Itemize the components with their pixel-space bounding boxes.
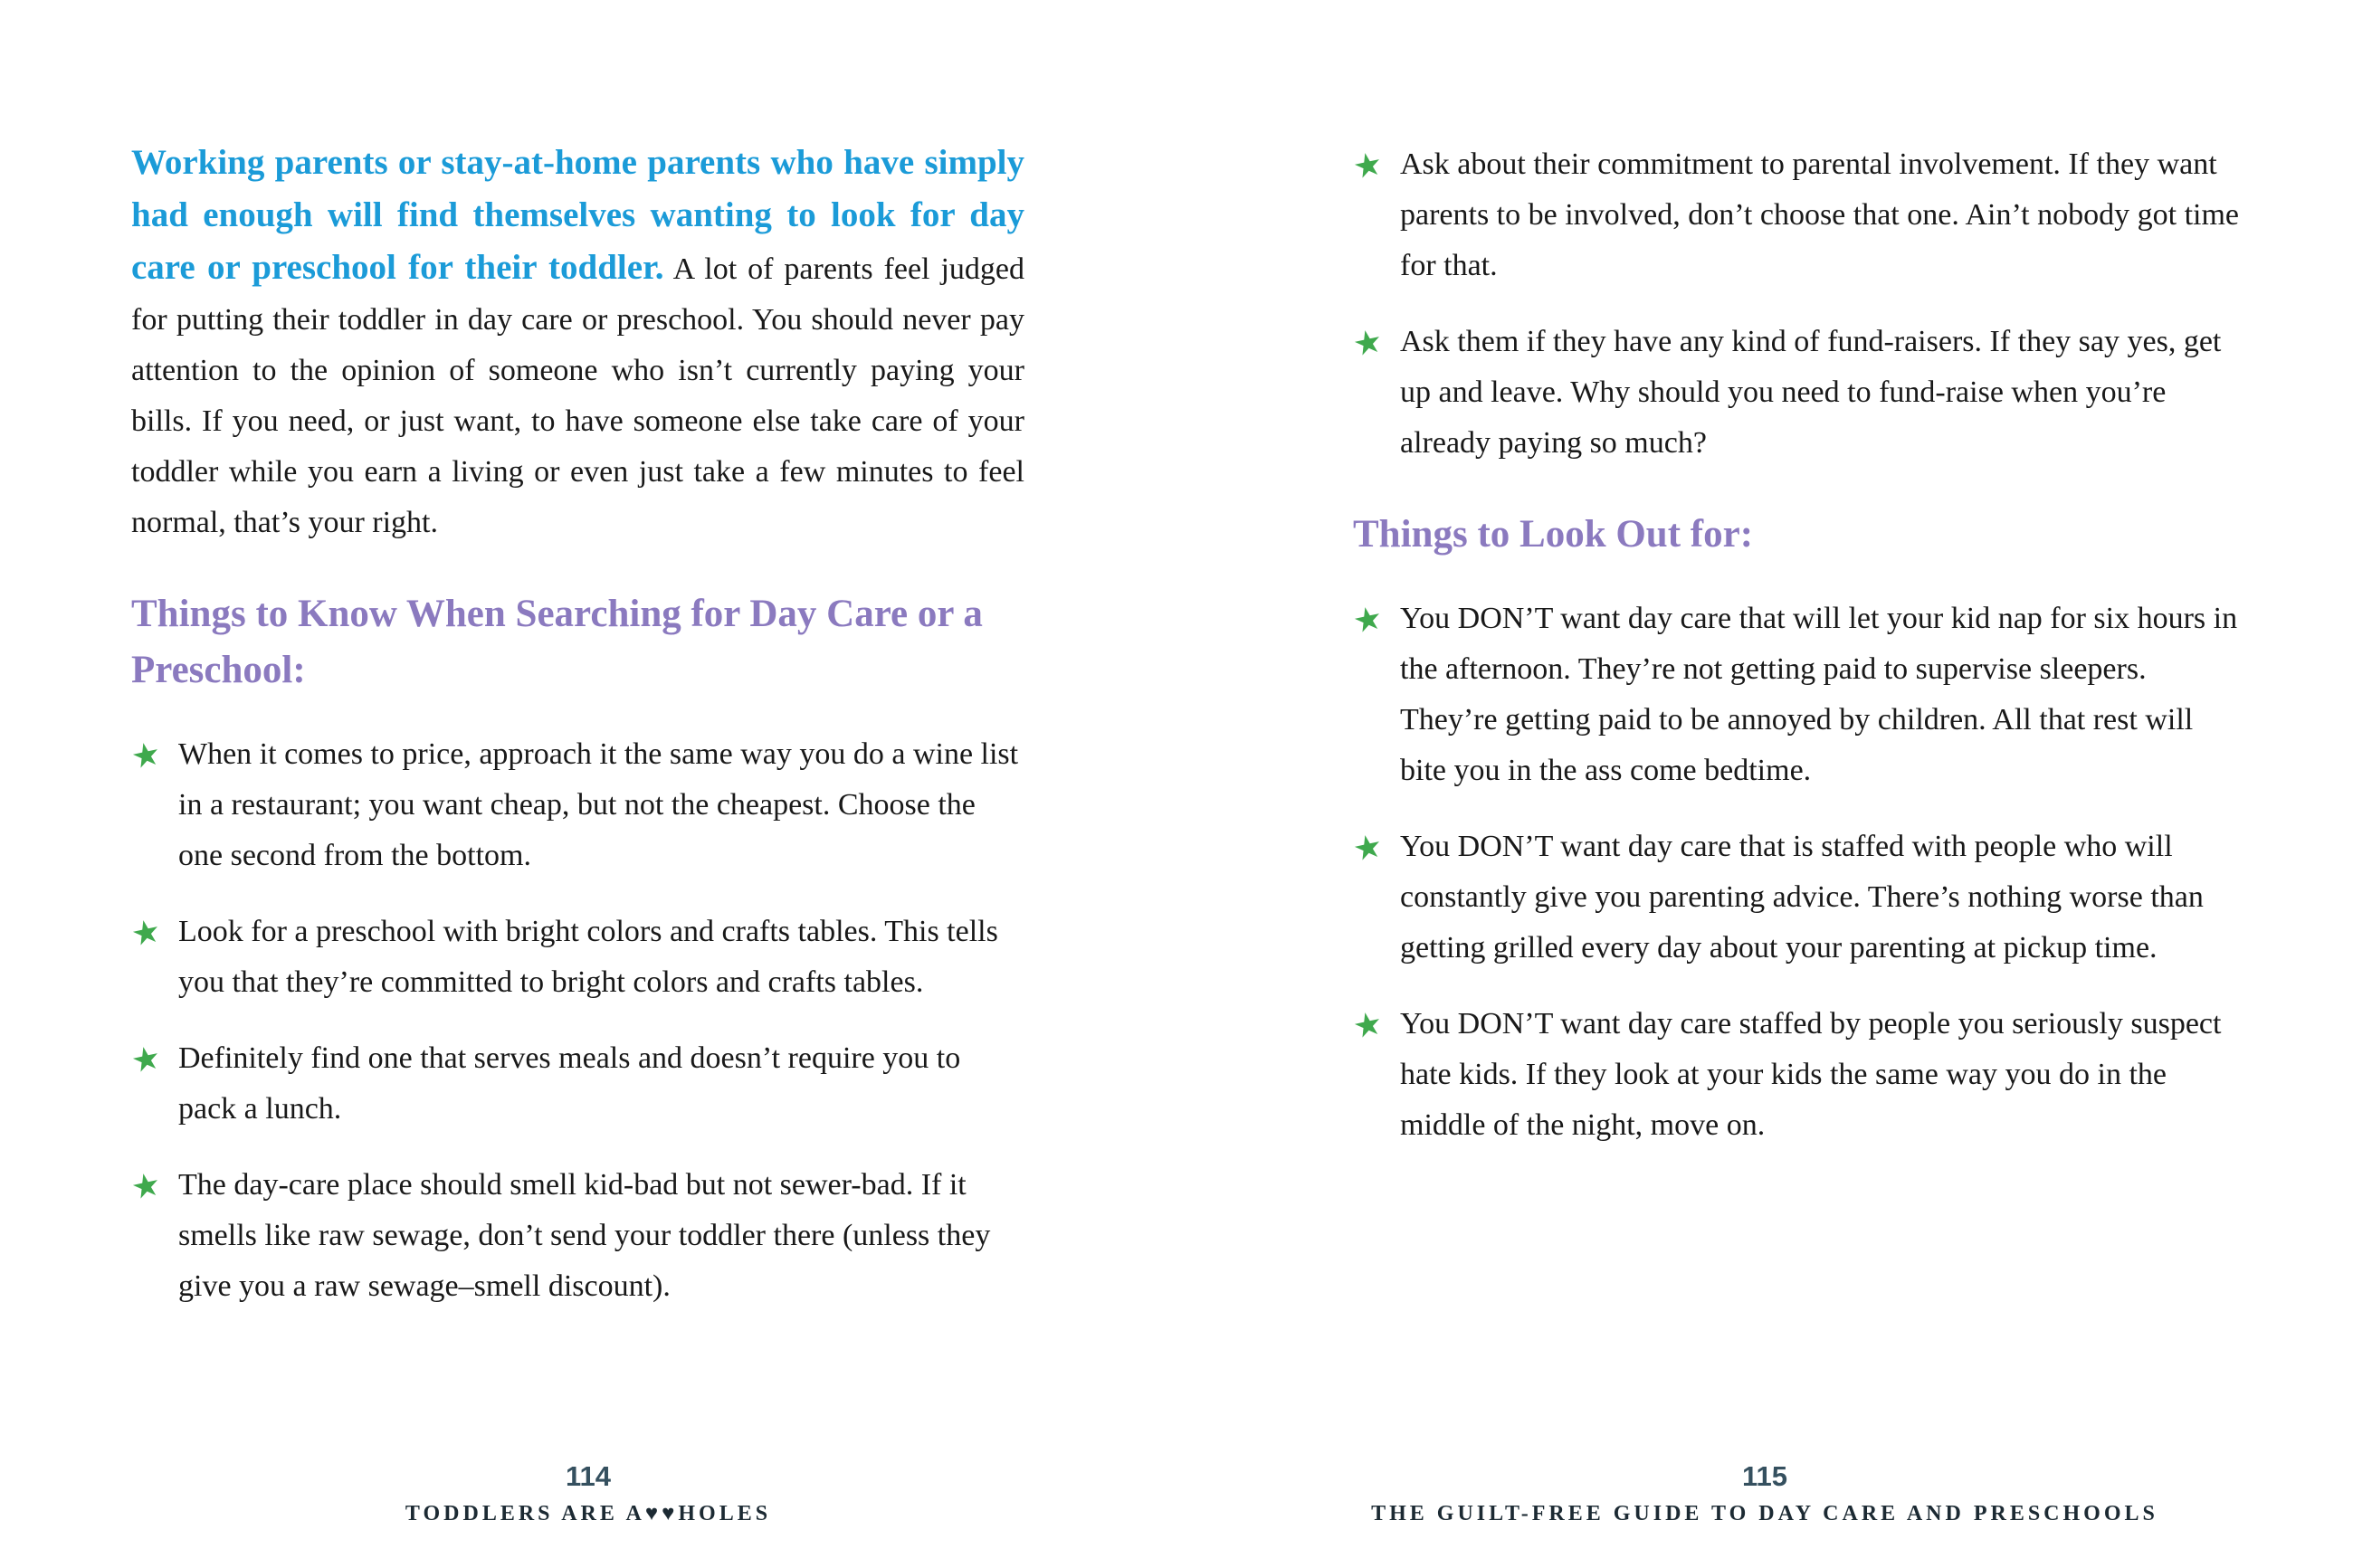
bullet-item <box>128 729 1024 881</box>
star-bullet-icon: ★ <box>1349 827 1386 869</box>
bullet-list-right-continued <box>1349 139 2244 469</box>
star-bullet-icon: ★ <box>128 1039 165 1080</box>
page-number: 115 <box>1741 1460 1787 1492</box>
bullet-item <box>1349 999 2244 1151</box>
bullet-text: Look for a preschool with bright colors and crafts tables. This tells you that they’re committed to bright colors and crafts tables. <box>178 915 998 999</box>
footer-right <box>1176 1460 2353 1526</box>
intro-highlight-text: Working parents or stay-at-home parents who have simply had enough will find themselves wanting to look for day care or preschool for their toddler. <box>131 143 1024 287</box>
star-bullet-icon: ★ <box>128 735 165 776</box>
bullet-text: You DON’T want day care staffed by people you seriously suspect hate kids. If they look at your kids the same way you do in the middle of the night, move on. <box>1400 1007 2222 1142</box>
bullet-list-left <box>128 729 1024 1312</box>
star-bullet-icon: ★ <box>1349 1004 1386 1046</box>
footer-left <box>0 1460 1176 1526</box>
bullet-text: You DON’T want day care that will let your kid nap for six hours in the afternoon. They’re not getting paid to supervise sleepers. They’re getting paid to be annoyed by children. All that rest will bite you in the ass come bedtime. <box>1400 602 2238 787</box>
section-heading-things-to-look-out-for: Things to Look Out for: <box>1353 513 1754 556</box>
bullet-item <box>1349 317 2244 469</box>
footer-chapter-title: THE GUILT-FREE GUIDE TO DAY CARE AND PRESCHOOLS <box>1371 1502 2158 1525</box>
bullet-text: Ask about their commitment to parental involvement. If they want parents to be involved, don’t choose that one. Ain’t nobody got time for that. <box>1400 147 2239 282</box>
page-left <box>0 0 1176 1568</box>
bullet-item <box>128 1160 1024 1312</box>
bullet-item <box>128 907 1024 1008</box>
intro-paragraph <box>131 138 1024 548</box>
bullet-text: You DON’T want day care that is staffed with people who will constantly give you parenting advice. There’s nothing worse than getting grilled every day about your parenting at pickup time. <box>1400 830 2204 965</box>
footer-book-title: TODDLERS ARE A♥♥HOLES <box>405 1502 772 1525</box>
bullet-text: The day-care place should smell kid-bad but not sewer-bad. If it smells like raw sewage, don’t send your toddler there (unless they give you a raw sewage–smell discount). <box>178 1168 991 1303</box>
bullet-text: Definitely find one that serves meals and doesn’t require you to pack a lunch. <box>178 1041 961 1126</box>
section-heading-things-to-know: Things to Know When Searching for Day Care or a Preschool: <box>131 593 983 691</box>
bullet-text: Ask them if they have any kind of fund-raisers. If they say yes, get up and leave. Why should you need to fund-raise when you’re already paying so much? <box>1400 325 2222 460</box>
bullet-text: When it comes to price, approach it the same way you do a wine list in a restaurant; you want cheap, but not the cheapest. Choose the one second from the bottom. <box>178 737 1019 872</box>
page-right <box>1176 0 2353 1568</box>
page-number: 114 <box>565 1460 611 1492</box>
bullet-item <box>1349 594 2244 796</box>
star-bullet-icon: ★ <box>1349 322 1386 364</box>
star-bullet-icon: ★ <box>1349 145 1386 186</box>
intro-body-text: A lot of parents feel judged for putting their toddler in day care or preschool. You should never pay attention to the opinion of someone who isn’t currently paying your bills. If you need, or just want, to have someone else take care of your toddler while you earn a living or even just take a few minutes to feel normal, that’s your right. <box>131 252 1025 539</box>
bullet-list-right <box>1349 594 2244 1151</box>
bullet-item <box>1349 139 2244 291</box>
bullet-item <box>1349 822 2244 974</box>
star-bullet-icon: ★ <box>128 1165 165 1207</box>
star-bullet-icon: ★ <box>1349 599 1386 641</box>
star-bullet-icon: ★ <box>128 912 165 954</box>
bullet-item <box>128 1033 1024 1135</box>
